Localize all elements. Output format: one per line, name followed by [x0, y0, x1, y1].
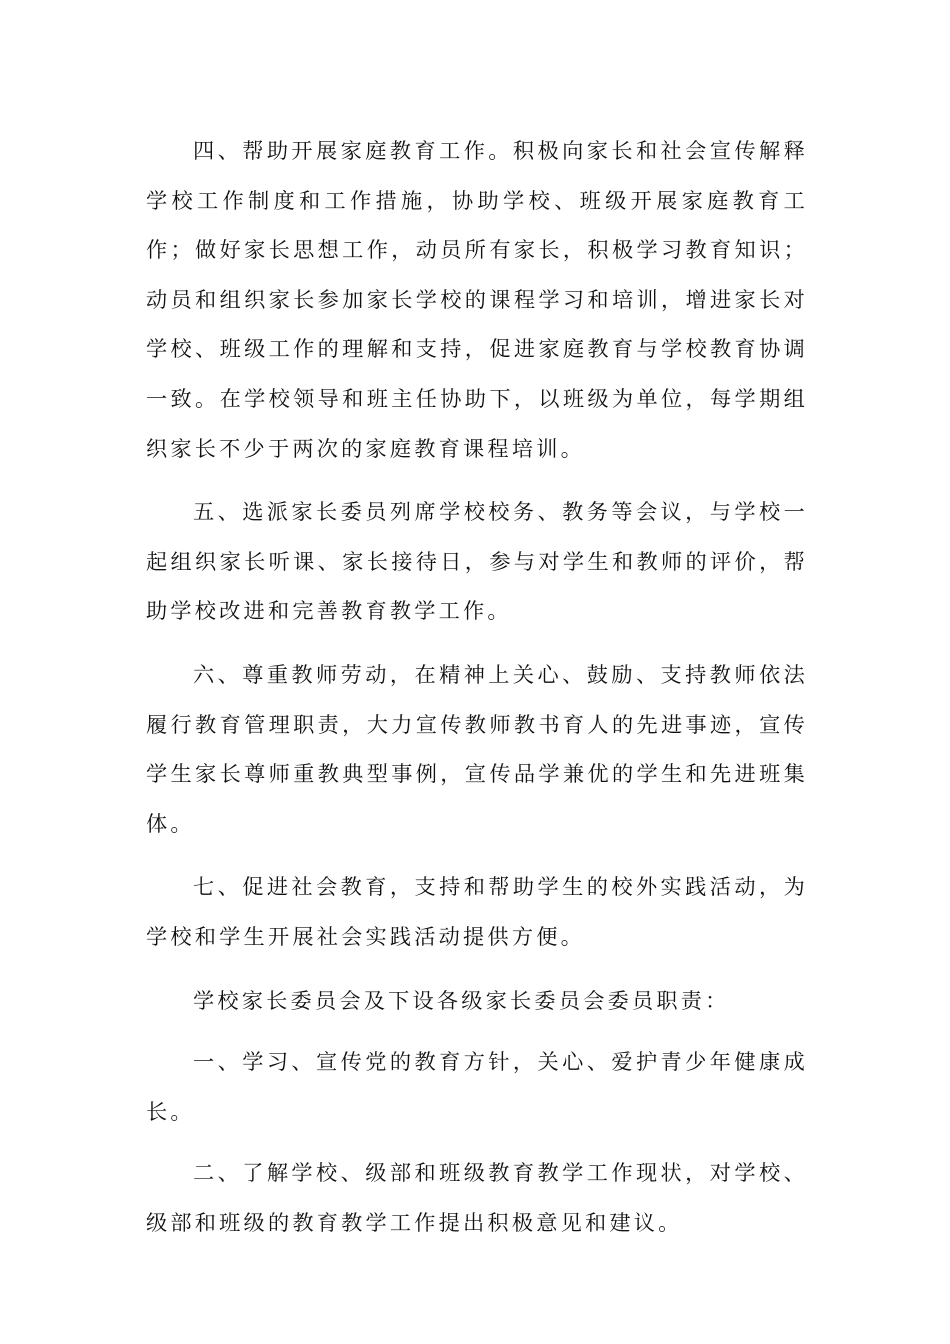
paragraph-item-7: 七、促进社会教育，支持和帮助学生的校外实践活动，为学校和学生开展社会实践活动提供方便。 — [146, 874, 808, 949]
paragraph-item-5: 五、选派家长委员列席学校校务、教务等会议，与学校一起组织家长听课、家长接待日，参与对学生和教师的评价，帮助学校改进和完善教育教学工作。 — [146, 499, 808, 624]
document-page — [146, 126, 808, 1247]
paragraph-duty-1: 一、学习、宣传党的教育方针，关心、爱护青少年健康成长。 — [146, 1049, 808, 1124]
paragraph-duty-2: 二、了解学校、级部和班级教育教学工作现状，对学校、级部和班级的教育教学工作提出积极意见和建议。 — [146, 1160, 808, 1235]
paragraph-duties-heading: 学校家长委员会及下设各级家长委员会委员职责： — [193, 987, 730, 1013]
paragraph-item-6: 六、尊重教师劳动，在精神上关心、鼓励、支持教师依法履行教育管理职责，大力宣传教师教书育人的先进事迹，宣传学生家长尊师重教典型事例，宣传品学兼优的学生和先进班集体。 — [146, 661, 808, 836]
paragraph-item-4: 四、帮助开展家庭教育工作。积极向家长和社会宣传解释学校工作制度和工作措施，协助学校、班级开展家庭教育工作；做好家长思想工作，动员所有家长，积极学习教育知识；动员和组织家长参加家长学校的课程学习和培训，增进家长对学校、班级工作的理解和支持，促进家庭教育与学校教育协调一致。在学校领导和班主任协助下，以班级为单位，每学期组织家长不少于两次的家庭教育课程培训。 — [146, 138, 808, 461]
